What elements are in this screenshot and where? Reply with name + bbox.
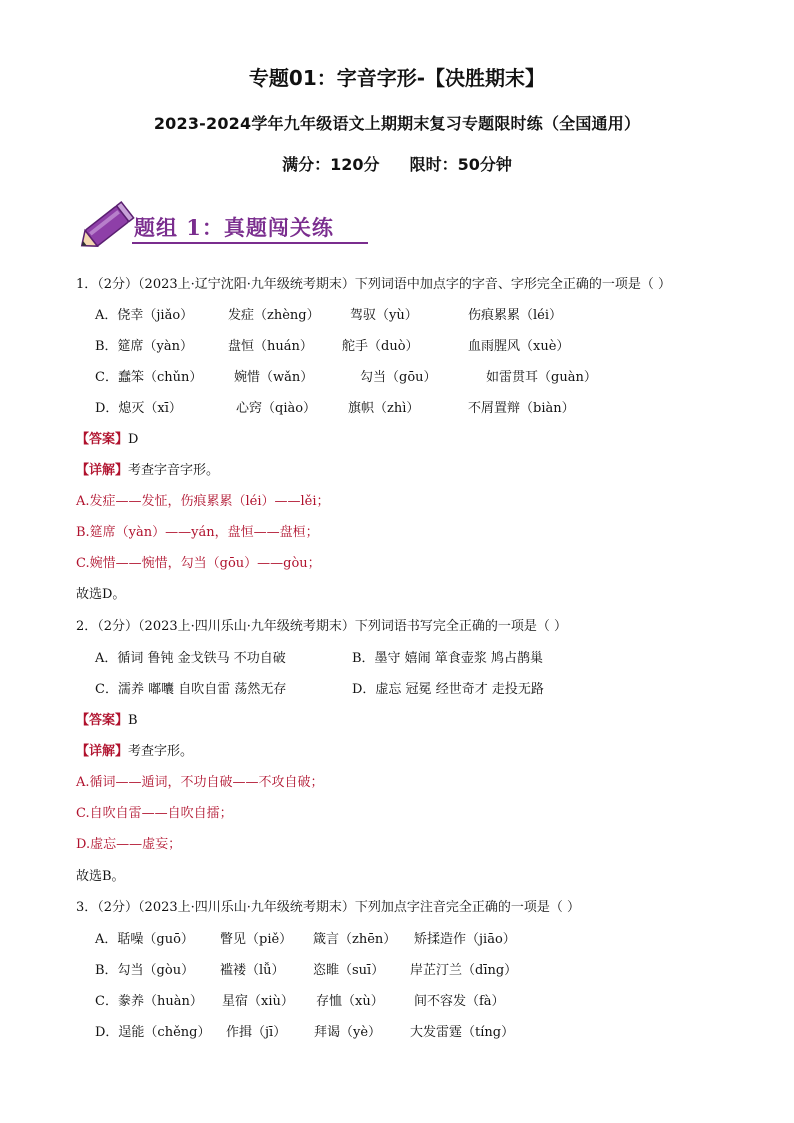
detail-label: 【详解】 (76, 463, 129, 478)
q2-conclusion: 故选B。 (76, 869, 125, 884)
q3-option-b1: B．勾当（gòu） (95, 963, 195, 978)
q2-option-d: D．虚忘 冠冕 经世奇才 走投无路 (352, 682, 544, 697)
q3-option-d2: 作揖（jī） (226, 1025, 287, 1040)
section-banner-underline (132, 242, 368, 244)
q3-option-b2: 褴褛（lǚ） (220, 963, 285, 978)
q1-explanation-a: A.发症——发怔，伤痕累累（léi）——lěi； (76, 494, 330, 509)
q1-option-a3: 驾驭（yù） (350, 308, 418, 323)
q3-option-d1: D．逞能（chěng） (95, 1025, 211, 1040)
q1-option-c1: C．蠢笨（chǔn） (95, 370, 203, 385)
q2-explanation-d: D.虚忘——虚妄； (76, 837, 182, 852)
pencil-icon (76, 200, 136, 256)
q2-stem: 2．（2分）（2023上·四川乐山·九年级统考期末）下列词语书写完全正确的一项是（ ） (76, 619, 568, 634)
q3-stem: 3．（2分）（2023上·四川乐山·九年级统考期末）下列加点字注音完全正确的一项是（ ） (76, 900, 581, 915)
detail-text: 考查字形。 (128, 744, 194, 759)
q1-option-d4: 不屑置辩（biàn） (468, 401, 575, 416)
q3-option-c2: 星宿（xiù） (222, 994, 294, 1009)
q1-option-b2: 盘恒（huán） (228, 339, 313, 354)
q1-option-d1: D．熄灭（xī） (95, 401, 182, 416)
q2-detail (76, 743, 193, 761)
q1-explanation-c: C.婉惜——惋惜，勾当（gōu）——gòu； (76, 556, 321, 571)
q3-option-a1: A．聒噪（guō） (95, 932, 194, 947)
detail-label: 【详解】 (76, 744, 129, 759)
section-banner-text: 题组 1：真题闯关练 (134, 215, 334, 240)
q3-option-d3: 拜谒（yè） (314, 1025, 382, 1040)
q3-option-c3: 存恤（xù） (316, 994, 384, 1009)
q1-option-b1: B．筵席（yàn） (95, 339, 194, 354)
answer-label: 【答案】 (76, 713, 129, 728)
q2-explanation-a: A.循词——遁词，不功自破——不攻自破； (76, 775, 324, 790)
q1-option-c2: 婉惜（wǎn） (234, 370, 314, 385)
q3-option-d4: 大发雷霆（tíng） (410, 1025, 515, 1040)
q1-option-c4: 如雷贯耳（guàn） (486, 370, 597, 385)
q1-option-b4: 血雨腥风（xuè） (468, 339, 570, 354)
q2-option-c: C．濡养 嘟囔 自吹自雷 荡然无存 (95, 682, 287, 697)
q1-option-c3: 勾当（gōu） (360, 370, 437, 385)
q1-option-d2: 心窍（qiào） (236, 401, 317, 416)
q1-conclusion: 故选D。 (76, 587, 126, 602)
q1-stem: 1．（2分）（2023上·辽宁沈阳·九年级统考期末）下列词语中加点字的字音、字形完全正确的一项是（ ） (76, 277, 672, 292)
section-banner (76, 200, 376, 256)
answer-label: 【答案】 (76, 432, 129, 447)
q1-option-a2: 发症（zhèng） (228, 308, 320, 323)
q1-option-a1: A．侥幸（jiǎo） (95, 308, 194, 323)
page-title: 专题01：字音字形-【决胜期末】 (248, 66, 546, 90)
time-limit: 限时：50分钟 (409, 155, 512, 174)
q1-detail (76, 462, 219, 480)
q1-option-b3: 舵手（duò） (342, 339, 419, 354)
q2-option-b: B．墨守 嬉闹 箪食壶浆 鸠占鹊巢 (352, 651, 543, 666)
q3-option-a4: 矫揉造作（jiāo） (414, 932, 516, 947)
q3-option-c4: 间不容发（fà） (414, 994, 505, 1009)
full-score: 满分：120分 (282, 155, 380, 174)
q3-option-a2: 瞥见（piě） (220, 932, 293, 947)
q3-option-c1: C．豢养（huàn） (95, 994, 203, 1009)
q3-option-b3: 恣睢（suī） (313, 963, 385, 978)
q1-option-d3: 旗帜（zhì） (348, 401, 420, 416)
q2-answer (76, 712, 138, 730)
q3-option-a3: 箴言（zhēn） (313, 932, 397, 947)
detail-text: 考查字音字形。 (128, 463, 220, 478)
page-subtitle: 2023-2024学年九年级语文上期期末复习专题限时练（全国通用） (153, 114, 641, 133)
answer-value: D (128, 432, 139, 447)
q2-option-a: A．循词 鲁钝 金戈铁马 不功自破 (95, 651, 286, 666)
q1-explanation-b: B.筵席（yàn）——yán，盘恒——盘桓； (76, 525, 319, 540)
q3-option-b4: 岸芷汀兰（dīng） (410, 963, 518, 978)
answer-value: B (128, 713, 138, 728)
score-time-line (0, 152, 794, 175)
q1-answer (76, 431, 138, 449)
q1-option-a4: 伤痕累累（léi） (468, 308, 563, 323)
q2-explanation-c: C.自吹自雷——自吹自擂； (76, 806, 233, 821)
